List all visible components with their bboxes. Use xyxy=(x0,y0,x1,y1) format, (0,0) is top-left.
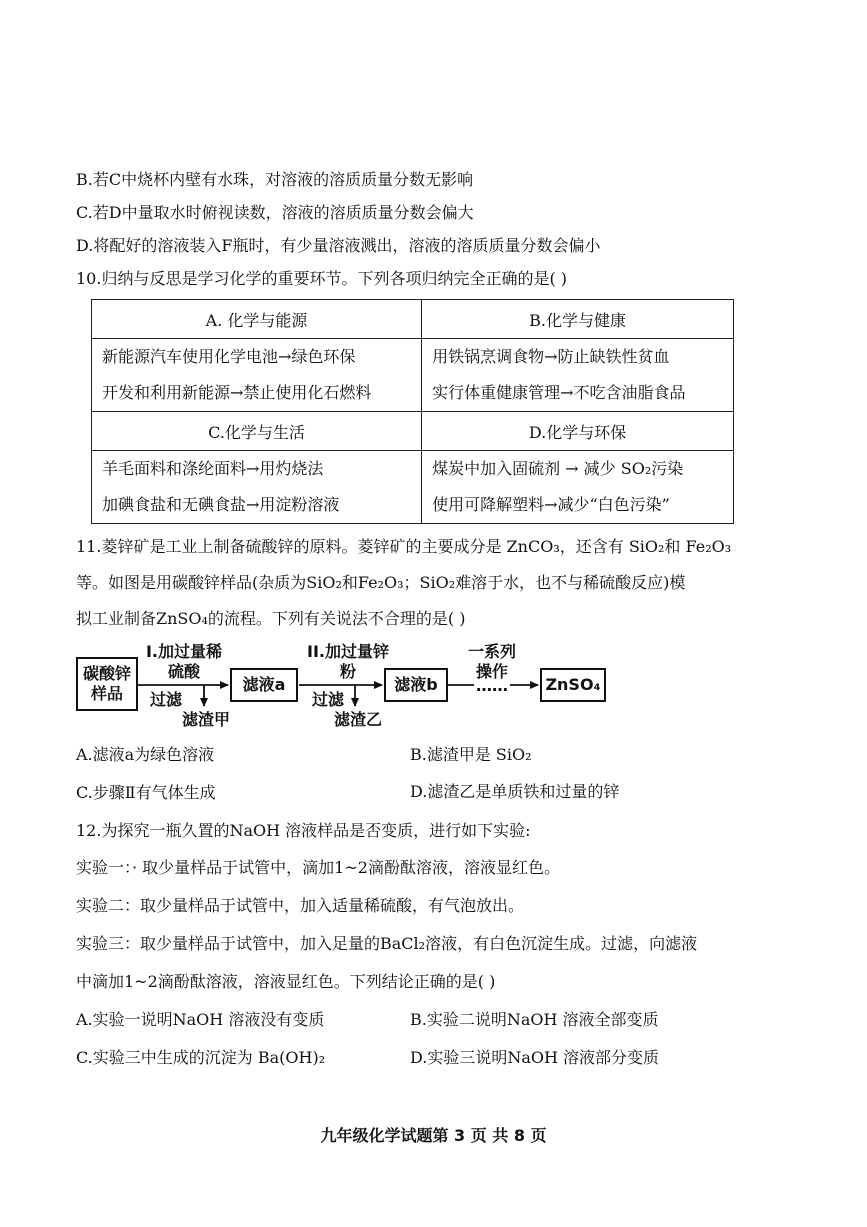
q11-flowchart xyxy=(72,638,612,738)
q10-table xyxy=(91,299,734,524)
q11-stem-line2: 等。如图是用碳酸锌样品(杂质为SiO₂和Fe₂O₃；SiO₂难溶于水，也不与稀硫酸反应)模 xyxy=(76,573,686,592)
flow-box-product: ZnSO₄ xyxy=(540,668,606,702)
flow-step1-filter: 过滤 xyxy=(149,690,182,709)
q9-option-d: D.将配好的溶液装入F瓶时，有少量溶液溅出，溶液的溶质质量分数会偏小 xyxy=(76,236,601,255)
cell-b-line2: 实行体重健康管理→不吃含油脂食品 xyxy=(432,383,686,402)
q12-experiment-1: 实验一：· 取少量样品于试管中，滴加1~2滴酚酞溶液，溶液显红色。 xyxy=(76,858,560,877)
q12-experiment-2: 实验二：取少量样品于试管中，加入适量稀硫酸，有气泡放出。 xyxy=(76,896,525,915)
q11-option-d: D.滤渣乙是单质铁和过量的锌 xyxy=(410,782,620,801)
flow-step2-filter: 过滤 xyxy=(311,690,344,709)
cell-d-line1: 煤炭中加入固硫剂 → 减少 SO₂污染 xyxy=(432,459,684,478)
q12-option-d: D.实验三说明NaOH 溶液部分变质 xyxy=(410,1048,660,1067)
cell-b-body xyxy=(422,339,734,412)
q11-option-b: B.滤渣甲是 SiO₂ xyxy=(410,745,532,764)
cell-a-body xyxy=(92,339,422,412)
q10-stem: 10.归纳与反思是学习化学的重要环节。下列各项归纳完全正确的是( ) xyxy=(76,269,568,288)
cell-d-body xyxy=(422,451,734,524)
q11-option-a: A.滤液a为绿色溶液 xyxy=(76,745,215,764)
cell-c-line2: 加碘食盐和无碘食盐→用淀粉溶液 xyxy=(102,495,340,514)
cell-a-line2: 开发和利用新能源→禁止使用化石燃料 xyxy=(102,383,372,402)
q12-option-c: C.实验三中生成的沉淀为 Ba(OH)₂ xyxy=(76,1048,326,1067)
q9-option-c: C.若D中量取水时俯视读数，溶液的溶质质量分数会偏大 xyxy=(76,203,474,222)
cell-b-line1: 用铁锅烹调食物→防止缺铁性贫血 xyxy=(432,347,670,366)
q12-option-b: B.实验二说明NaOH 溶液全部变质 xyxy=(410,1010,659,1029)
flow-step1-reagent: I.加过量稀硫酸 xyxy=(145,642,223,681)
flow-box-filtrate-b: 滤液b xyxy=(384,668,448,702)
flow-step3-label: 一系列操作 xyxy=(467,642,516,681)
q11-stem-line1: 11.菱锌矿是工业上制备硫酸锌的原料。菱锌矿的主要成分是 ZnCO₃，还含有 SiO₂和 Fe₂O₃ xyxy=(76,537,732,556)
cell-c-head: C.化学与生活 xyxy=(92,412,422,451)
flow-step2-reagent: II.加过量锌粉 xyxy=(307,642,389,681)
cell-c-body xyxy=(92,451,422,524)
q11-option-c: C.步骤Ⅱ有气体生成 xyxy=(76,783,216,802)
cell-a-line1: 新能源汽车使用化学电池→绿色环保 xyxy=(102,347,356,366)
flow-ellipsis: …… xyxy=(476,676,508,695)
q12-experiment-3-line2: 中滴加1~2滴酚酞溶液，溶液显红色。下列结论正确的是( ) xyxy=(76,972,496,991)
page-footer: 九年级化学试题第 3 页 共 8 页 xyxy=(320,1126,547,1145)
flow-box-sample: 碳酸锌样品 xyxy=(76,657,138,711)
cell-b-head: B.化学与健康 xyxy=(422,300,734,339)
q11-stem-line3: 拟工业制备ZnSO₄的流程。下列有关说法不合理的是( ) xyxy=(76,609,466,628)
flow-box-filtrate-a: 滤液a xyxy=(230,668,298,702)
flow-residue-1: 滤渣甲 xyxy=(181,710,230,729)
cell-a-head: A. 化学与能源 xyxy=(92,300,422,339)
cell-d-head: D.化学与环保 xyxy=(422,412,734,451)
q12-stem: 12.为探究一瓶久置的NaOH 溶液样品是否变质，进行如下实验: xyxy=(76,821,531,840)
cell-c-line1: 羊毛面料和涤纶面料→用灼烧法 xyxy=(102,459,324,478)
q12-option-a: A.实验一说明NaOH 溶液没有变质 xyxy=(76,1010,325,1029)
q9-option-b: B.若C中烧杯内壁有水珠，对溶液的溶质质量分数无影响 xyxy=(76,170,474,189)
cell-d-line2: 使用可降解塑料→减少“白色污染” xyxy=(432,495,670,514)
flow-residue-2: 滤渣乙 xyxy=(333,710,382,729)
q12-experiment-3-line1: 实验三：取少量样品于试管中，加入足量的BaCl₂溶液，有白色沉淀生成。过滤，向滤液 xyxy=(76,934,698,953)
